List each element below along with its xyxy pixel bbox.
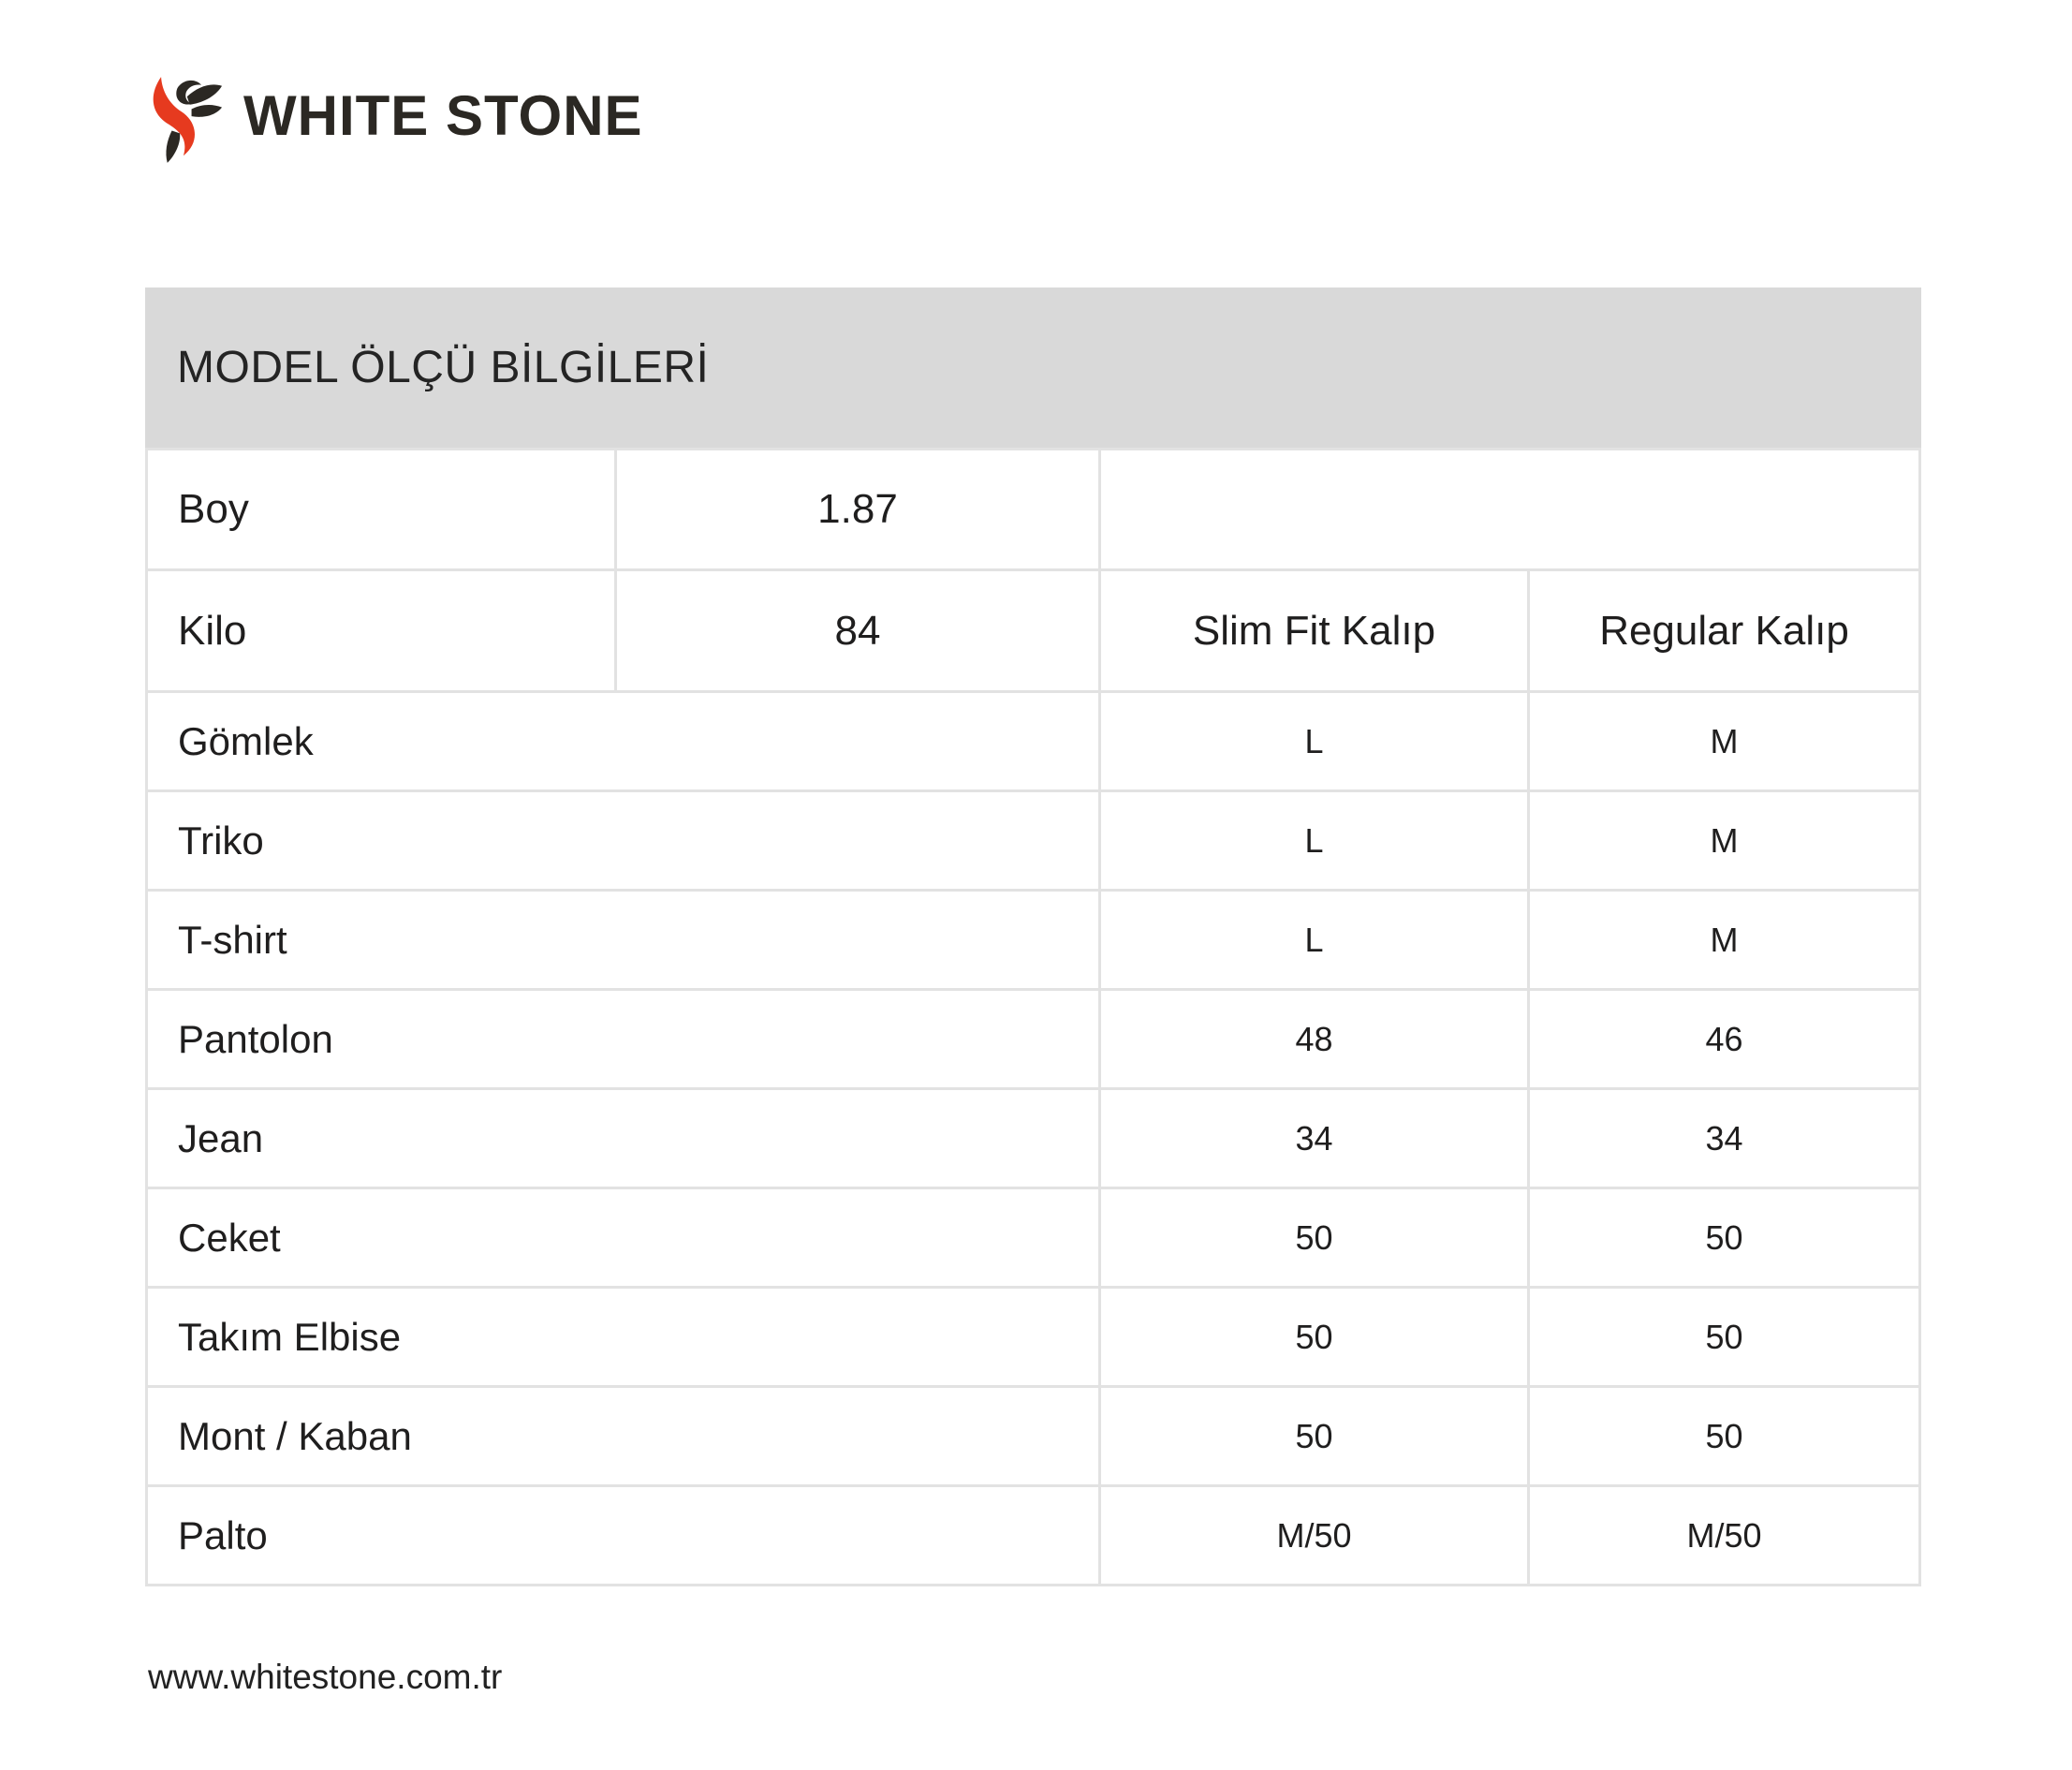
slim-fit-value: 34 [1101, 1090, 1527, 1187]
stat-label-boy: Boy [148, 450, 614, 568]
size-table-title-band [145, 288, 1921, 448]
row-label: Ceket [148, 1189, 1098, 1286]
regular-value: 46 [1530, 991, 1918, 1087]
row-label: Mont / Kaban [148, 1388, 1098, 1484]
row-label: Jean [148, 1090, 1098, 1187]
column-header-slim-fit: Slim Fit Kalıp [1101, 571, 1527, 690]
empty-cell [1101, 450, 1918, 568]
regular-value: M [1530, 693, 1918, 789]
row-label: Pantolon [148, 991, 1098, 1087]
row-label: Takım Elbise [148, 1289, 1098, 1385]
regular-value: M [1530, 792, 1918, 889]
row-label: Palto [148, 1487, 1098, 1584]
slim-fit-value: L [1101, 792, 1527, 889]
slim-fit-value: 50 [1101, 1388, 1527, 1484]
regular-value: 34 [1530, 1090, 1918, 1187]
regular-value: 50 [1530, 1289, 1918, 1385]
column-header-regular: Regular Kalıp [1530, 571, 1918, 690]
row-label: T-shirt [148, 892, 1098, 988]
row-label: Triko [148, 792, 1098, 889]
slim-fit-value: 50 [1101, 1289, 1527, 1385]
slim-fit-value: 48 [1101, 991, 1527, 1087]
brand-header [142, 75, 643, 165]
slim-fit-value: L [1101, 693, 1527, 789]
stat-label-kilo: Kilo [148, 571, 614, 690]
slim-fit-value: L [1101, 892, 1527, 988]
row-label: Gömlek [148, 693, 1098, 789]
regular-value: 50 [1530, 1189, 1918, 1286]
footer-website-url: www.whitestone.com.tr [148, 1658, 503, 1696]
regular-value: 50 [1530, 1388, 1918, 1484]
regular-value: M/50 [1530, 1487, 1918, 1584]
brand-name: WHITE STONE [243, 83, 643, 147]
size-table-title: MODEL ÖLÇÜ BİLGİLERİ [177, 343, 710, 392]
slim-fit-value: M/50 [1101, 1487, 1527, 1584]
size-table [145, 448, 1921, 1586]
slim-fit-value: 50 [1101, 1189, 1527, 1286]
stat-value-boy: 1.87 [617, 450, 1098, 568]
phoenix-logo-icon [142, 75, 223, 165]
stat-value-kilo: 84 [617, 571, 1098, 690]
regular-value: M [1530, 892, 1918, 988]
